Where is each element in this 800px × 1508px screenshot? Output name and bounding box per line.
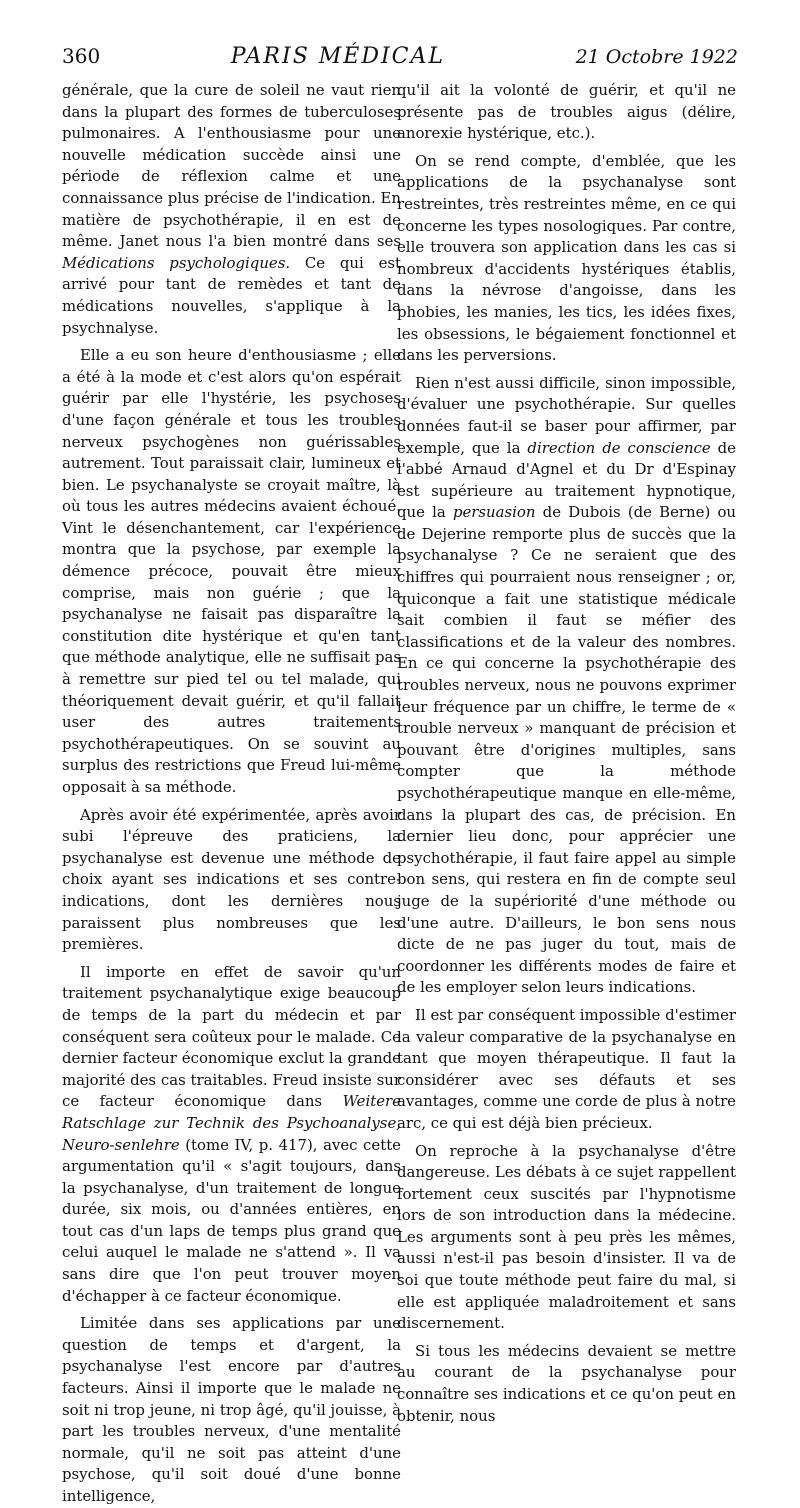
- paragraph: Après avoir été expérimentée, après avoir subi l'épreuve des praticiens, la psychanalyse est devenue une méthode de choix ayant ses indications et ses contre-indications, dont les dernières nous paraissent plus nombreuses que les premières.: [62, 805, 401, 954]
- paragraph: générale, que la cure de soleil ne vaut rien dans la plupart des formes de tuberculoses pulmonaires. A l'enthousiasme pour une nouvelle médication succède ainsi une période de réflexion calme et une connaissance plus précise de l'indication. En matière de psychothérapie, il en est de même. Janet nous l'a bien montré dans ses Médications psychologiques. Ce qui est arrivé pour tant de remèdes et tant de médications nouvelles, s'applique à la psychnalyse.: [62, 81, 402, 337]
- paragraph: Rien n'est aussi difficile, sinon impossible, d'évaluer une psychothérapie. Sur quelles données faut-il se baser pour affirmer, par exemple, que la direction de conscience de l'abbé Arnaud d'Agnel et du Dr d'Espinay est supérieure au traitement hypnotique, que la persuasion de Dubois (de Berne) ou de Dejerine remporte plus de succès que la psychanalyse ? Ce ne seraient que des chiffres qui pourraient nous renseigner ; or, quiconque a fait une statistique médicale sait combien il faut se méfier des classifications et de la valeur des nombres. En ce qui concerne la psychothérapie des troubles nerveux, nous ne pouvons exprimer leur fréquence par un chiffre, le terme de « trouble nerveux » manquant de précision et pouvant être d'origines multiples, sans compter que la méthode psychothérapeutique manque en elle-même, dans la plupart des cas, de précision. En dernier lieu donc, pour apprécier une psychothérapie, il faut faire appel au simple bon sens, qui restera en fin de compte seul juge de la supériorité d'une méthode ou d'une autre. D'ailleurs, le bon sens nous dicte de ne pas juger du tout, mais de coordonner les différents modes de faire et de les employer selon leurs indications.: [397, 373, 736, 997]
- issue-date: 21 Octobre 1922: [575, 46, 738, 68]
- paragraph: Il importe en effet de savoir qu'un traitement psychanalytique exige beaucoup de temps de la part du médecin et par conséquent sera coûteux pour le malade. Ce dernier facteur économique exclut la grande majorité des cas traitables. Freud insiste sur ce facteur économique dans Weitere Ratschlage zur Technik des Psychoanalyse, Neuro-senlehre (tome IV, p. 417), avec cette argumentation qu'il « s'agit toujours, dans la psychanalyse, d'un traitement de longue durée, six mois, ou d'années entières, en tout cas d'un laps de temps plus grand que celui auquel le malade ne s'attend ». Il va sans dire que l'on peut trouver moyen d'échapper à ce facteur économique.: [62, 962, 401, 1305]
- page-number: 360: [62, 44, 101, 68]
- running-header: [62, 44, 738, 74]
- paragraph: qu'il ait la volonté de guérir, et qu'il ne présente pas de troubles aigus (délire, anorexie hystérique, etc.).: [397, 81, 736, 143]
- journal-title: PARIS MÉDICAL: [230, 44, 446, 69]
- right-column: [397, 80, 736, 1427]
- paragraph: Elle a eu son heure d'enthousiasme ; elle a été à la mode et c'est alors qu'on espérait guérir par elle l'hystérie, les psychoses d'une façon générale et tous les troubles nerveux psychogènes non guérissables autrement. Tout paraissait clair, lumineux et bien. Le psychanalyste se croyait maître, là où tous les autres médecins avaient échoué. Vint le désenchantement, car l'expérience montra que la psychose, par exemple la démence précoce, pouvait être mieux comprise, mais non guérie ; que la psychanalyse ne faisait pas disparaître la constitution dite hystérique et qu'en tant que méthode analytique, elle ne suffisait pas à remettre sur pied tel ou tel malade, qui théoriquement devait guérir, et qu'il fallait user des autres traitements psychothérapeutiques. On se souvint au surplus des restrictions que Freud lui-même opposait à sa méthode.: [62, 346, 401, 796]
- left-column: [62, 80, 401, 1508]
- paragraph: On reproche à la psychanalyse d'être dangereuse. Les débats à ce sujet rappellent fortement ceux suscités par l'hypnotisme lors de son introduction dans la médecine. Les arguments sont à peu près les mêmes, aussi n'est-il pas besoin d'insister. Il va de soi que toute méthode peut faire du mal, si elle est appliquée maladroitement et sans discernement.: [397, 1141, 736, 1333]
- paragraph: Limitée dans ses applications par une question de temps et d'argent, la psychanalyse l'est encore par d'autres facteurs. Ainsi il importe que le malade ne soit ni trop jeune, ni trop âgé, qu'il jouisse, à part les troubles nerveux, d'une mentalité normale, qu'il ne soit pas atteint d'une psychose, qu'il soit doué d'une bonne intelligence,: [62, 1314, 401, 1505]
- paragraph: Si tous les médecins devaient se mettre au courant de la psychanalyse pour connaître ses indications et ce qu'on peut en obtenir, nous: [397, 1341, 736, 1425]
- paragraph: On se rend compte, d'emblée, que les applications de la psychanalyse sont restreintes, très restreintes même, en ce qui concerne les types nosologiques. Par contre, elle trouvera son application dans les cas si nombreux d'accidents hystériques établis, dans la névrose d'angoisse, dans les phobies, les manies, les tics, les idées fixes, les obsessions, le bégaiement fonctionnel et dans les perversions.: [397, 151, 736, 365]
- paragraph: Il est par conséquent impossible d'estimer la valeur comparative de la psychanalyse en tant que moyen thérapeutique. Il faut la considérer avec ses défauts et ses avantages, comme une corde de plus à notre arc, ce qui est déjà bien précieux.: [397, 1005, 736, 1132]
